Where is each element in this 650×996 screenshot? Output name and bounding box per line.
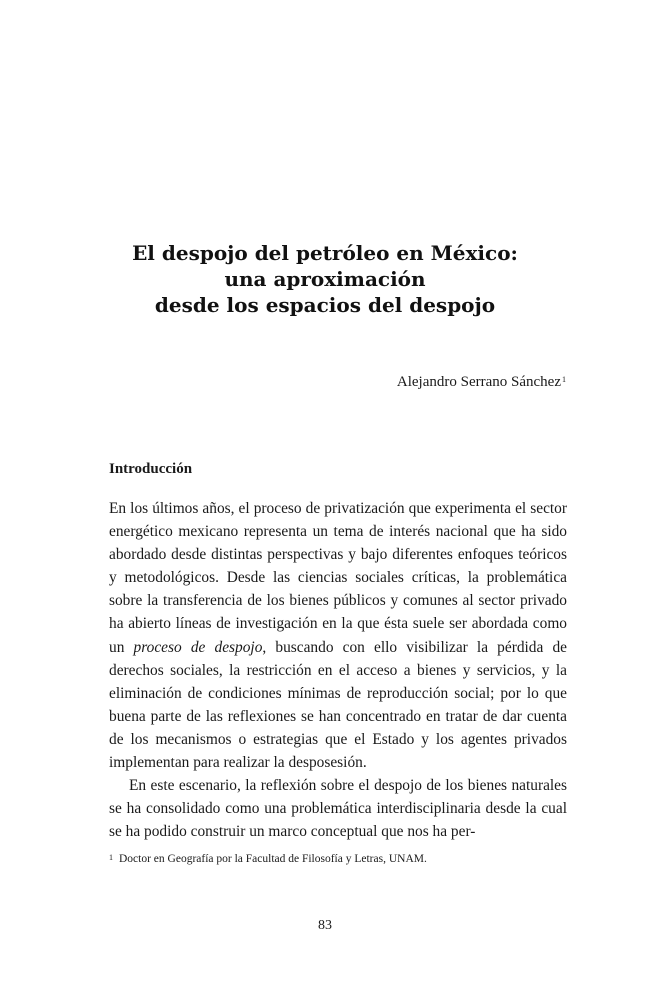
paragraph-1-part-2: , buscando con ello visibilizar la pérdida de derechos sociales, la restricción en el acceso a bienes y servicios, y la eliminación de condiciones mínimas de reproducción social; por lo que buena parte de las reflexiones se han concentrado en tratar de dar cuenta de los mecanismos o estrategias que el Estado y los agentes privados implementan para realizar la desposesión.: [109, 638, 567, 772]
paragraph-1: [109, 497, 567, 774]
paragraph-2: En este escenario, la reflexión sobre el despojo de los bienes naturales se ha consolidado como una problemática interdisciplinaria desde la cual se ha podido construir un marco conceptual que nos ha per-: [109, 777, 567, 841]
author-name: Alejandro Serrano Sánchez: [396, 374, 561, 390]
body-text: [109, 497, 567, 843]
footnote: [109, 851, 567, 867]
page-number: 83: [318, 918, 332, 933]
chapter-title-line-2: una aproximación: [224, 267, 426, 291]
footnote-mark: 1: [109, 853, 113, 862]
author-byline: [397, 372, 566, 392]
chapter-title-line-3: desde los espacios del despojo: [154, 293, 496, 317]
paragraph-1-part-1: En los últimos años, el proceso de privatización que experimenta el sector energético mexicano representa un tema de interés nacional que ha sido abordado desde distintas perspectivas y bajo diferentes enfoques teóricos y metodológicos. Desde las ciencias sociales críticas, la problemática sobre la transferencia de los bienes públicos y comunes al sector privado ha abierto líneas de investigación en la que ésta suele ser abordada como un: [109, 500, 567, 656]
chapter-title: [100, 240, 550, 318]
footnote-text: Doctor en Geografía por la Facultad de Filosofía y Letras, UNAM.: [119, 853, 427, 865]
paragraph-1-emphasis: proceso de despojo: [133, 638, 263, 656]
section-heading: Introducción: [109, 461, 193, 477]
chapter-title-line-1: El despojo del petróleo en México:: [132, 241, 518, 265]
author-footnote-mark: 1: [562, 375, 566, 384]
